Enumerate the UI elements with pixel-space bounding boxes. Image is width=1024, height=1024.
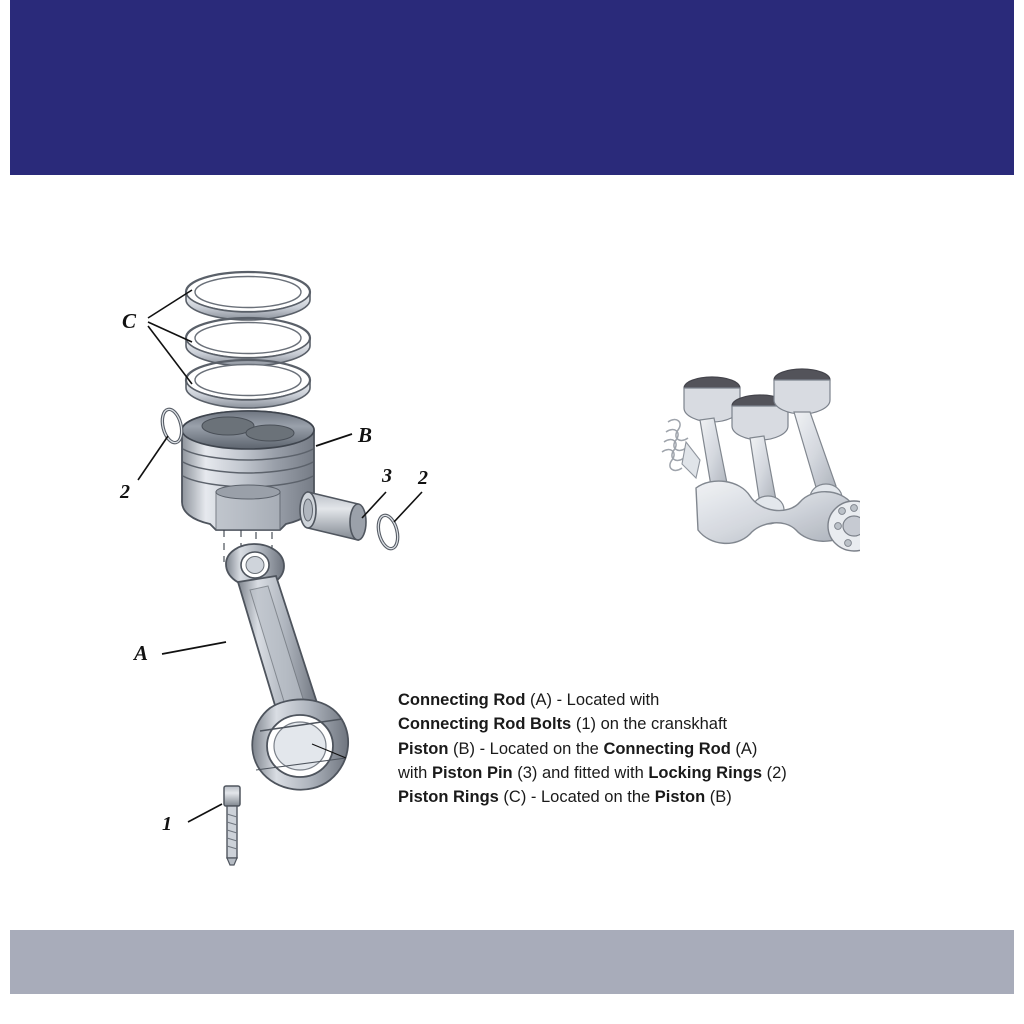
callout-label-C: C <box>122 309 137 333</box>
caption-text: (B) <box>705 788 732 807</box>
caption-text: (A) - Located with <box>525 691 660 709</box>
caption-text: (2) <box>762 763 787 782</box>
footer-gap <box>0 994 1024 1024</box>
caption-line <box>398 712 868 736</box>
header-band <box>10 0 1014 175</box>
caption-term: Piston <box>398 739 449 758</box>
locking-ring-left <box>159 407 185 444</box>
callout-label-B: B <box>358 423 373 447</box>
callout-label-A: A <box>134 641 149 665</box>
callout-label-1: 1 <box>162 813 172 835</box>
caption-line <box>398 737 868 761</box>
piston-ring-2 <box>186 318 310 366</box>
engine-assembly-illustration <box>662 369 860 551</box>
caption-term: Connecting Rod <box>398 691 526 709</box>
footer-band <box>10 930 1014 994</box>
caption-text: with <box>398 763 432 782</box>
caption-text: (3) and fitted with <box>512 763 649 782</box>
caption-line <box>398 785 868 809</box>
caption-term: Piston Rings <box>398 788 499 807</box>
callout-label-2-left: 2 <box>120 481 130 503</box>
caption-term: Piston Pin <box>431 763 513 782</box>
piston-group <box>182 411 314 530</box>
caption-term: Piston <box>654 788 706 807</box>
caption-text: (A) <box>730 739 758 758</box>
connecting-rod-bolt <box>224 786 240 865</box>
connecting-rod <box>226 544 348 790</box>
left-margin <box>0 0 10 1024</box>
caption-term: Locking Rings <box>648 763 763 782</box>
callout-label-2-right: 2 <box>418 467 428 489</box>
piston-pin <box>300 492 366 540</box>
piston-ring-3 <box>186 360 310 408</box>
caption-term: Connecting Rod Bolts <box>398 715 572 734</box>
callout-label-3: 3 <box>382 465 392 487</box>
parts-caption <box>398 688 868 809</box>
piston-ring-1 <box>186 272 310 320</box>
callout-leader-B <box>316 434 352 446</box>
caption-term: Connecting Rod <box>603 739 731 758</box>
caption-line <box>398 761 868 785</box>
caption-text: (C) - Located on the <box>498 788 655 807</box>
caption-line <box>398 688 868 712</box>
caption-text: (B) - Located on the <box>448 739 604 758</box>
caption-text: (1) on the cranskhaft <box>571 715 728 734</box>
piston-rings-group <box>186 272 310 408</box>
callout-leader-A <box>162 642 226 654</box>
